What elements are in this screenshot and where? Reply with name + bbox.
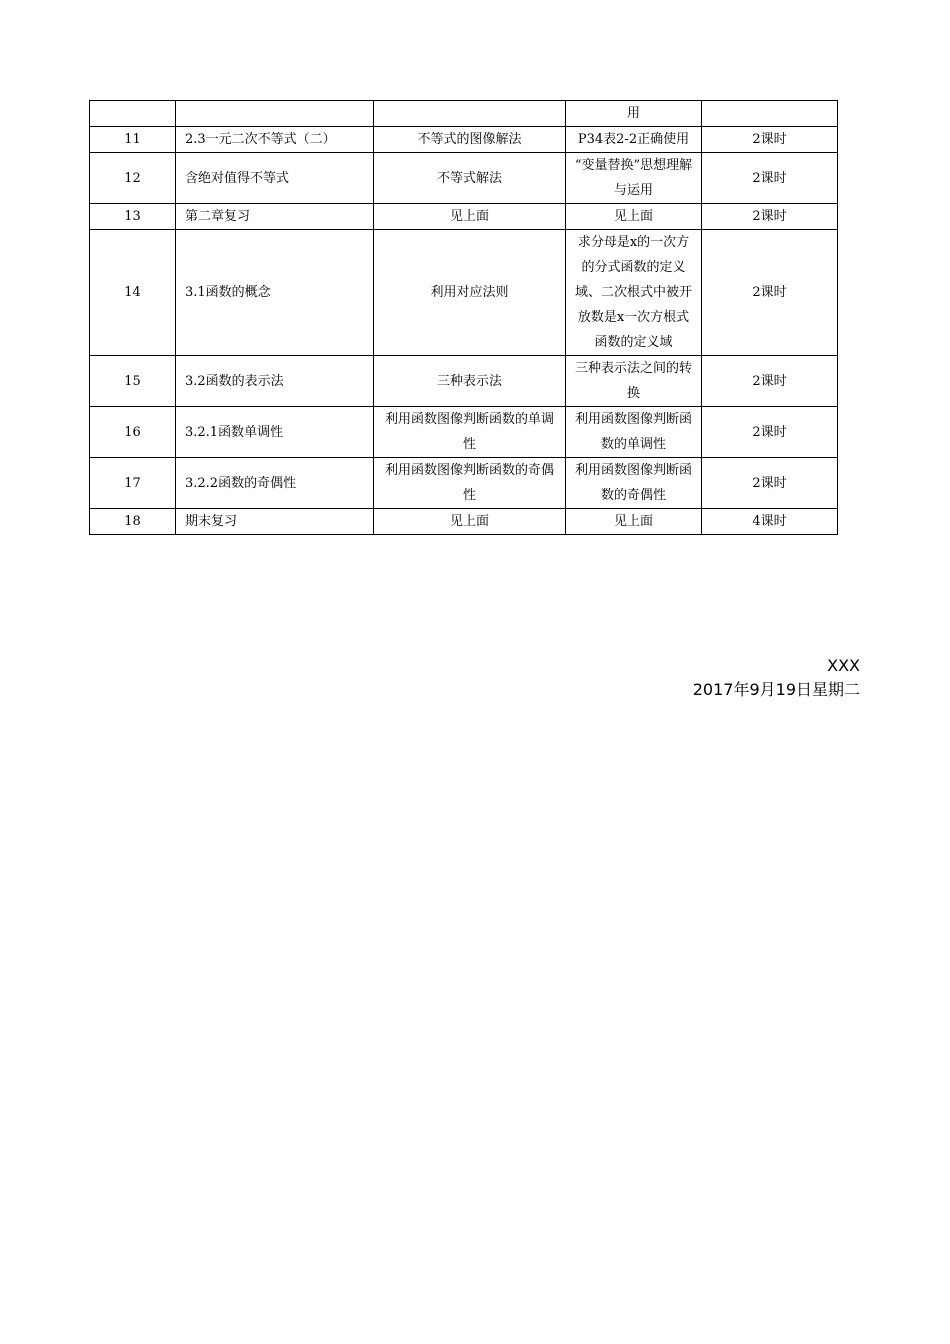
key-point-cell: 见上面	[566, 509, 702, 535]
lesson-topic-cell: 3.2.1函数单调性	[176, 407, 374, 458]
class-hours-cell: 2课时	[702, 204, 838, 230]
class-hours-cell: 2课时	[702, 356, 838, 407]
class-hours-cell: 2课时	[702, 407, 838, 458]
lesson-number-cell: 14	[90, 230, 176, 356]
lesson-number-cell: 17	[90, 458, 176, 509]
teaching-method-cell: 利用对应法则	[374, 230, 566, 356]
teaching-method-cell: 不等式的图像解法	[374, 127, 566, 153]
class-hours-cell: 2课时	[702, 153, 838, 204]
key-point-cell: P34表2-2正确使用	[566, 127, 702, 153]
table-row	[90, 356, 838, 407]
teaching-method-cell: 利用函数图像判断函数的单调性	[374, 407, 566, 458]
lesson-number-cell: 11	[90, 127, 176, 153]
lesson-number-cell: 18	[90, 509, 176, 535]
table-row	[90, 407, 838, 458]
table-row	[90, 153, 838, 204]
table-row	[90, 204, 838, 230]
lesson-number-cell: 16	[90, 407, 176, 458]
teaching-method-cell: 见上面	[374, 509, 566, 535]
lesson-topic-cell: 含绝对值得不等式	[176, 153, 374, 204]
lesson-topic-cell: 3.2.2函数的奇偶性	[176, 458, 374, 509]
teaching-method-cell	[374, 101, 566, 127]
table-row	[90, 101, 838, 127]
signature-date: 2017年9月19日星期二	[692, 680, 860, 699]
lesson-topic-cell: 第二章复习	[176, 204, 374, 230]
table-row	[90, 458, 838, 509]
table-row	[90, 509, 838, 535]
lesson-topic-cell: 2.3一元二次不等式（二）	[176, 127, 374, 153]
class-hours-cell: 2课时	[702, 127, 838, 153]
teaching-method-cell: 三种表示法	[374, 356, 566, 407]
class-hours-cell: 2课时	[702, 458, 838, 509]
lesson-topic-cell: 期末复习	[176, 509, 374, 535]
table-row	[90, 230, 838, 356]
schedule-table-body	[90, 101, 838, 535]
key-point-cell: 利用函数图像判断函数的单调性	[566, 407, 702, 458]
key-point-cell: 见上面	[566, 204, 702, 230]
table-row	[90, 127, 838, 153]
class-hours-cell: 2课时	[702, 230, 838, 356]
key-point-cell: 三种表示法之间的转换	[566, 356, 702, 407]
lesson-number-cell	[90, 101, 176, 127]
lesson-topic-cell: 3.1函数的概念	[176, 230, 374, 356]
author-name: XXX	[827, 656, 860, 675]
signature-block	[693, 654, 860, 702]
key-point-cell: 利用函数图像判断函数的奇偶性	[566, 458, 702, 509]
schedule-table	[89, 100, 838, 535]
lesson-number-cell: 12	[90, 153, 176, 204]
key-point-cell: 求分母是x的一次方的分式函数的定义域、二次根式中被开放数是x一次方根式函数的定义域	[566, 230, 702, 356]
key-point-cell: “变量替换”思想理解与运用	[566, 153, 702, 204]
teaching-method-cell: 利用函数图像判断函数的奇偶性	[374, 458, 566, 509]
class-hours-cell: 4课时	[702, 509, 838, 535]
lesson-number-cell: 13	[90, 204, 176, 230]
class-hours-cell	[702, 101, 838, 127]
lesson-number-cell: 15	[90, 356, 176, 407]
lesson-topic-cell: 3.2函数的表示法	[176, 356, 374, 407]
key-point-cell: 用	[566, 101, 702, 127]
teaching-method-cell: 见上面	[374, 204, 566, 230]
lesson-topic-cell	[176, 101, 374, 127]
teaching-method-cell: 不等式解法	[374, 153, 566, 204]
